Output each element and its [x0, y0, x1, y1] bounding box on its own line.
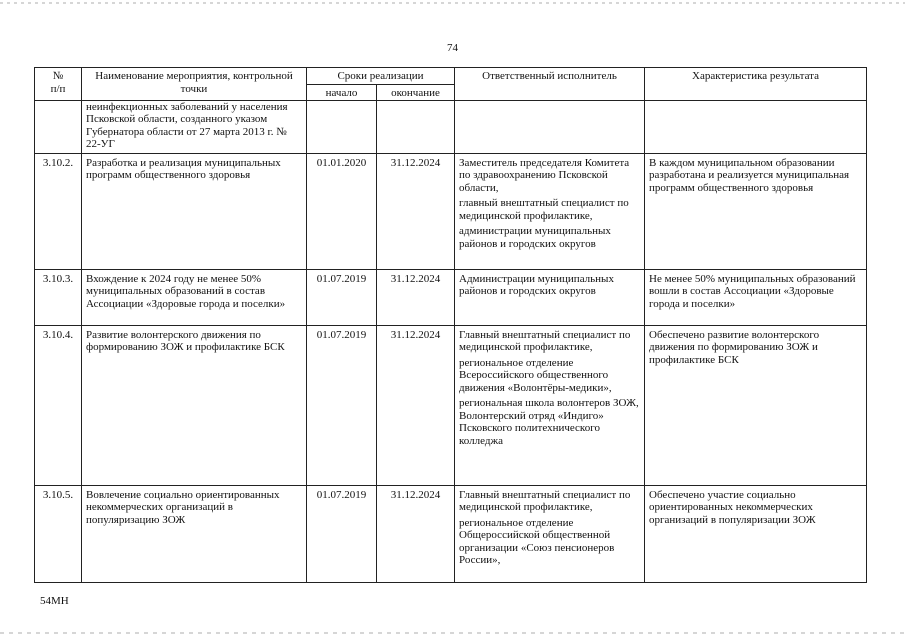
responsible-entry: администрации муниципальных районов и городских округов	[459, 225, 611, 250]
row-number: 3.10.5.	[35, 485, 82, 582]
responsible-entry: региональное отделение Общероссийской общественной организации «Союз пенсионеров России»,	[459, 516, 615, 566]
table-row	[35, 153, 867, 269]
row-name: Вхождение к 2024 году не менее 50% муниципальных образований в состав Ассоциации «Здоровые города и поселки»	[82, 269, 307, 325]
scan-edge-bottom	[0, 632, 905, 634]
responsible-entry: региональная школа волонтеров ЗОЖ, Волонтерский отряд «Индиго» Псковского политехнического колледжа	[459, 397, 639, 447]
row-start: 01.01.2020	[307, 153, 377, 269]
header-result: Характеристика результата	[645, 68, 867, 101]
responsible-entry: Главный внештатный специалист по медицинской профилактике,	[459, 488, 631, 513]
table-row	[35, 269, 867, 325]
row-result: В каждом муниципальном образовании разработана и реализуется муниципальная программ общественного здоровья	[645, 153, 867, 269]
header-deadlines: Сроки реализации	[307, 68, 455, 85]
responsible-entry: Главный внештатный специалист по медицинской профилактике,	[459, 328, 631, 353]
responsible-entry: региональное отделение Всероссийского общественного движения «Волонтёры-медики»,	[459, 356, 612, 394]
row-start: 01.07.2019	[307, 269, 377, 325]
header-responsible: Ответственный исполнитель	[455, 68, 645, 101]
row-responsible	[455, 153, 645, 269]
row-result: Обеспечено участие социально ориентированных некоммерческих организаций в популяризации ЗОЖ	[645, 485, 867, 582]
row-responsible	[455, 325, 645, 485]
row-number	[35, 100, 82, 153]
row-number: 3.10.2.	[35, 153, 82, 269]
row-name: неинфекционных заболеваний у населения Псковской области, созданного указом Губернатора области от 27 марта 2013 г. № 22-УГ	[82, 100, 307, 153]
row-name: Разработка и реализация муниципальных программ общественного здоровья	[82, 153, 307, 269]
row-name: Развитие волонтерского движения по формированию ЗОЖ и профилактике БСК	[82, 325, 307, 485]
footer-code: 54МН	[40, 595, 69, 607]
row-start: 01.07.2019	[307, 325, 377, 485]
scan-edge-top	[0, 2, 905, 4]
header-start: начало	[307, 85, 377, 101]
row-start: 01.07.2019	[307, 485, 377, 582]
row-responsible	[455, 269, 645, 325]
header-num: № п/п	[35, 68, 82, 101]
activities-table	[34, 67, 867, 583]
header-end: окончание	[377, 85, 455, 101]
row-result: Обеспечено развитие волонтерского движения по формированию ЗОЖ и профилактике БСК	[645, 325, 867, 485]
row-end: 31.12.2024	[377, 485, 455, 582]
table-row	[35, 325, 867, 485]
header-name: Наименование мероприятия, контрольной точки	[82, 68, 307, 101]
responsible-entry: главный внештатный специалист по медицинской профилактике,	[459, 197, 629, 222]
row-end: 31.12.2024	[377, 269, 455, 325]
responsible-entry: Заместитель председателя Комитета по здравоохранению Псковской области,	[459, 156, 630, 194]
row-number: 3.10.3.	[35, 269, 82, 325]
row-responsible	[455, 485, 645, 582]
row-result: Не менее 50% муниципальных образований вошли в состав Ассоциации «Здоровые города и поселки»	[645, 269, 867, 325]
table-row	[35, 100, 867, 153]
row-responsible	[455, 100, 645, 153]
row-name: Вовлечение социально ориентированных некоммерческих организаций в популяризацию ЗОЖ	[82, 485, 307, 582]
row-number: 3.10.4.	[35, 325, 82, 485]
table-row	[35, 485, 867, 582]
page-number: 74	[447, 42, 458, 54]
row-start	[307, 100, 377, 153]
row-result	[645, 100, 867, 153]
row-end: 31.12.2024	[377, 153, 455, 269]
row-end: 31.12.2024	[377, 325, 455, 485]
row-end	[377, 100, 455, 153]
responsible-entry: Администрации муниципальных районов и городских округов	[459, 272, 614, 297]
